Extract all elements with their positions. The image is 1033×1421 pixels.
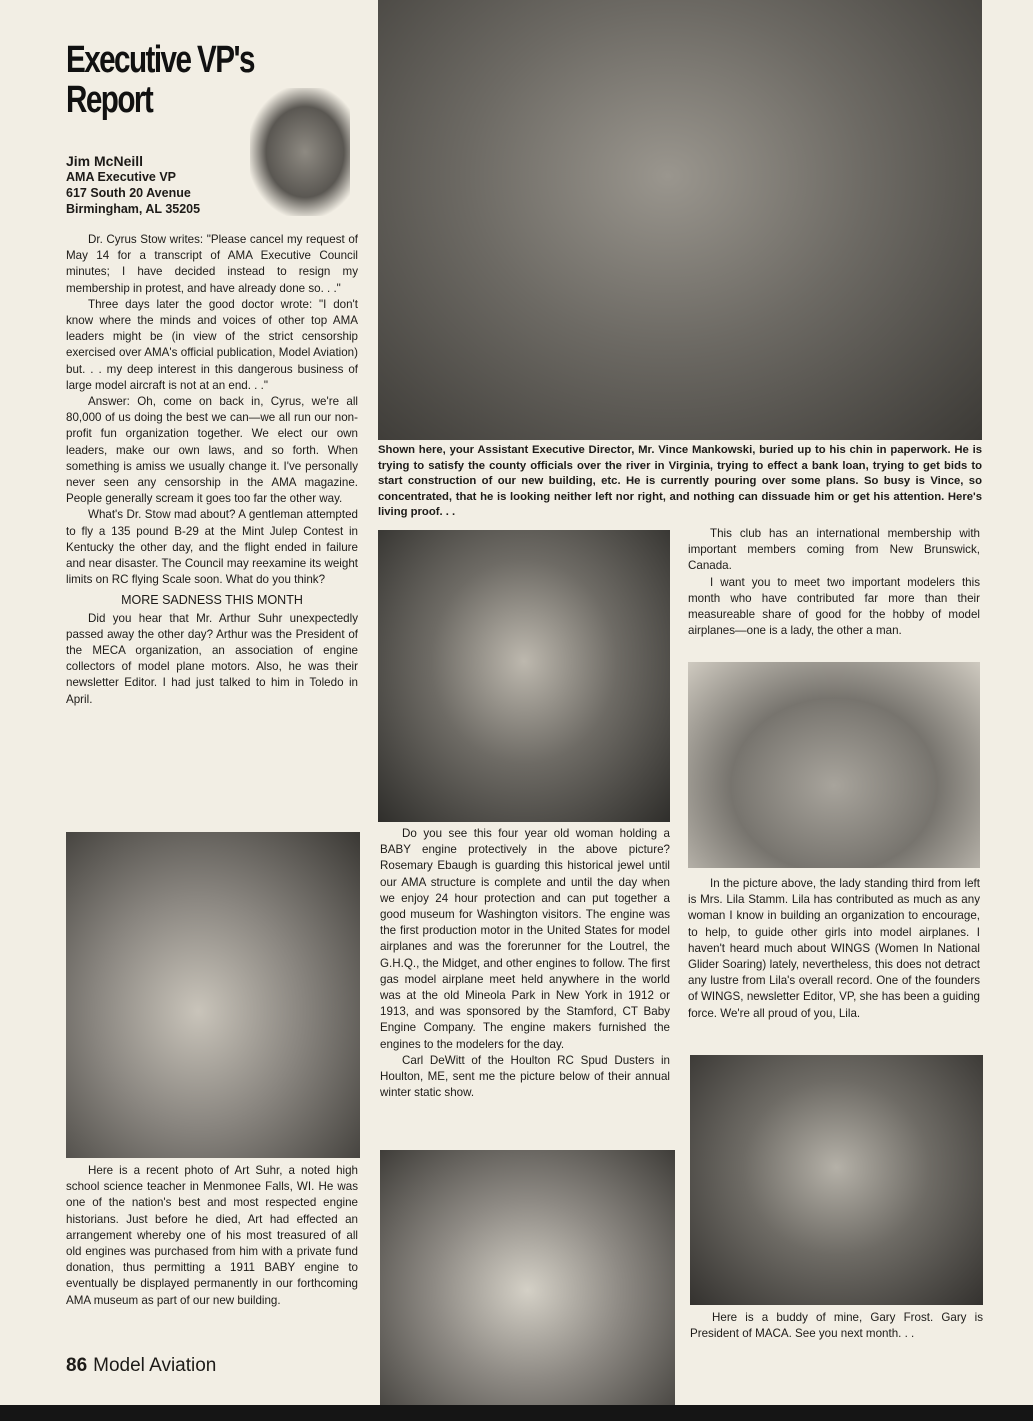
paragraph: Here is a recent photo of Art Suhr, a noted high school science teacher in Menmonee Falls, WI. He was one of the nation's best and most respected engine historians. Just before he died, Art had effected an arrangement whereby one of his most treasured of all old engines was purchased from him with a private fund donation, thus permitting a 1911 BABY engine to eventually be displayed permanently in our forthcoming AMA museum as part of our new building. xyxy=(66,1164,358,1307)
suhr-caption xyxy=(66,1163,358,1309)
right-column-intro xyxy=(688,526,980,639)
paragraph: Here is a buddy of mine, Gary Frost. Gary is President of MACA. See you next month. . . xyxy=(690,1311,983,1341)
top-photo-caption: Shown here, your Assistant Executive Director, Mr. Vince Mankowski, buried up to his chin in paperwork. He is trying to satisfy the county officials over the river in Virginia, trying to effect a bank loan, trying to get bids to start construction of our new building, etc. He is currently pouring over some plans. So busy is Vince, so concentrated, that he is looking neither left nor right, and nothing can dissuade him or get his attention. Here's living proof. . . xyxy=(378,444,982,519)
author-name: Jim McNeill xyxy=(66,153,144,169)
byline xyxy=(66,153,200,217)
paragraph: In the picture above, the lady standing third from left is Mrs. Lila Stamm. Lila has contributed as much as any woman I know in building an organization to encourage, to help, to guide other girls into model airplanes. I haven't heard much about WINGS (Women In National Glider Soaring) lately, nevertheless, this does not detract any lustre from Lila's overall record. One of the founders of WINGS, newsletter Editor, VP, she has been a guiding force. We're all proud of you, Lila. xyxy=(688,877,980,1020)
subheading: MORE SADNESS THIS MONTH xyxy=(121,593,303,608)
paragraph: This club has an international membership with important members coming from New Brunswick, Canada. xyxy=(688,527,980,573)
photo-static-show xyxy=(380,1150,675,1405)
paragraph: What's Dr. Stow mad about? A gentleman attempted to fly a 135 pound B-29 at the Mint Julep Contest in Kentucky the other day, and the flight ended in failure and near disaster. The Council may reexamine its weight limits on RC flying Scale soon. What do you think? xyxy=(66,508,358,587)
photo-vince-mankowski xyxy=(378,0,982,440)
title-line-2: Report xyxy=(66,79,153,121)
paragraph: Three days later the good doctor wrote: "I don't know where the minds and voices of other top AMA leaders might be (in view of the strict censorship exercised over AMA's official publication, Model Aviation) but. . . my deep interest in this dangerous business of large model aircraft is not at an end. . ." xyxy=(66,297,358,392)
paragraph: Dr. Cyrus Stow writes: "Please cancel my request of May 14 for a transcript of AMA Executive Council minutes; I have decided instead to resign my membership in protest, and have already done so. . ." xyxy=(66,233,358,295)
paragraph: Do you see this four year old woman holding a BABY engine protectively in the above picture? Rosemary Ebaugh is guarding this historical jewel until our AMA structure is complete and until the day when we enjoy 24 hour protection and can put together a good museum for Washington visitors. The engine was the first production motor in the United States for model airplanes and was the forerunner for the Loutrel, the G.H.Q., the Midget, and other engines to follow. The first gas model airplane meet held anywhere in the world was at the old Mineola Park in New York in 1912 or 1913, and was sponsored by the Stamford, CT Baby Engine Company. The engine makers furnished the engines to the modelers for the day. xyxy=(380,827,670,1051)
paragraph: Did you hear that Mr. Arthur Suhr unexpectedly passed away the other day? Arthur was the President of the MECA organization, an association of engine collectors of model plane motors. Also, he was their newsletter Editor. I had just talked to him in Toledo in April. xyxy=(66,611,358,706)
lila-stamm-text xyxy=(688,876,980,1022)
photo-author-portrait xyxy=(250,88,350,216)
magazine-name: Model Aviation xyxy=(93,1355,217,1376)
photo-club-women xyxy=(688,662,980,868)
address-line-2: Birmingham, AL 35205 xyxy=(66,202,201,216)
paragraph: I want you to meet two important modelers this month who have contributed far more than their measureable share of good for the hobby of model airplanes—one is a lady, the other a man. xyxy=(688,575,980,638)
page-title xyxy=(66,40,254,120)
gary-frost-caption xyxy=(690,1310,983,1342)
author-role: AMA Executive VP xyxy=(66,170,176,184)
scan-border xyxy=(0,1405,1033,1421)
title-line-1: Executive VP's xyxy=(66,39,254,81)
middle-column-text xyxy=(380,826,670,1101)
address-line-1: 617 South 20 Avenue xyxy=(66,186,191,200)
page-number: 86 xyxy=(66,1355,88,1376)
page-footer xyxy=(66,1355,216,1377)
photo-art-suhr xyxy=(66,832,360,1158)
photo-gary-frost xyxy=(690,1055,983,1305)
photo-girl-baby-engine xyxy=(378,530,670,822)
paragraph: Carl DeWitt of the Houlton RC Spud Dusters in Houlton, ME, sent me the picture below of their annual winter static show. xyxy=(380,1053,670,1100)
paragraph: Answer: Oh, come on back in, Cyrus, we're all 80,000 of us doing the best we can—we all run our non-profit fun organization together. We elect our own leaders, make our own laws, and so forth. When something is amiss we usually change it. I've personally never seen any censorship in the AMA magazine. People generally scream it goes too far the other way. xyxy=(66,395,358,506)
left-column-text xyxy=(66,232,358,708)
